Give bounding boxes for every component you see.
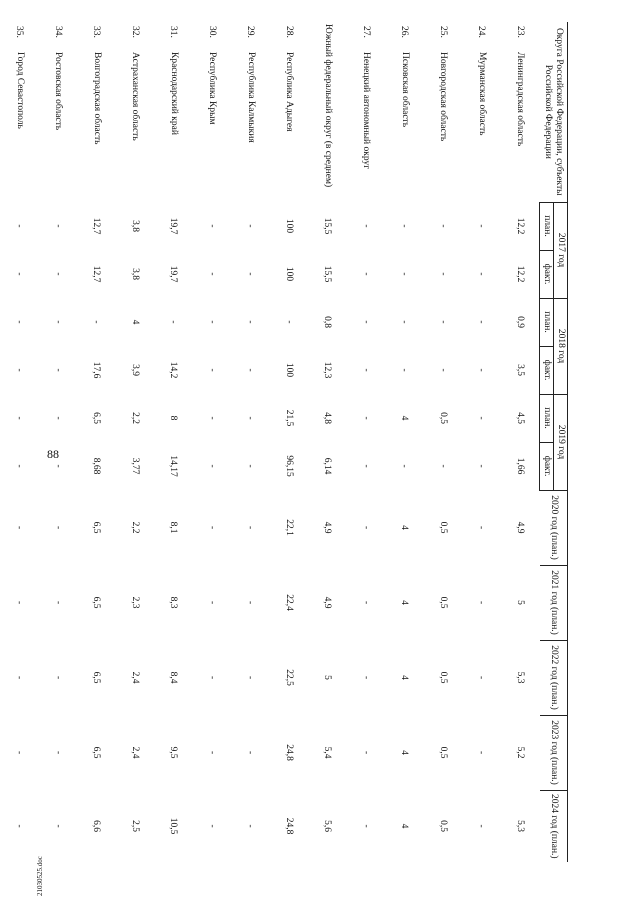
value-cell: 0,9 — [514, 316, 525, 328]
value-cell: 5,4 — [322, 746, 333, 759]
value-cell: - — [360, 750, 371, 755]
year-header-2017: 2017 год — [554, 202, 568, 298]
plan-header-2020: 2020 год (план.) — [540, 490, 568, 565]
plan-header-2024: 2024 год (план.) — [540, 790, 568, 862]
row-number: 25. — [437, 26, 448, 38]
table-row — [424, 22, 463, 862]
value-cell: - — [399, 272, 410, 276]
value-cell: - — [437, 320, 448, 324]
value-cell: 22,1 — [283, 519, 294, 536]
value-cell: - — [14, 600, 25, 605]
table-body — [0, 22, 540, 862]
subheader-2017-plan: план. — [540, 202, 554, 250]
table-row — [231, 22, 270, 862]
value-cell: 4 — [399, 675, 410, 680]
value-cell: - — [91, 320, 102, 324]
value-cell: 15,5 — [322, 265, 333, 283]
value-cell: 8,68 — [91, 457, 102, 475]
value-cell: - — [245, 272, 256, 276]
value-cell: - — [476, 525, 487, 530]
value-cell: 5,6 — [322, 820, 333, 832]
value-cell: 2,4 — [129, 746, 140, 759]
region-name: Ненецкий автономный округ — [361, 52, 372, 170]
value-cell: 0,8 — [322, 316, 333, 328]
value-cell: - — [52, 525, 63, 530]
file-name: 21030525.doc — [36, 856, 44, 896]
value-cell: - — [476, 272, 487, 276]
value-cell: - — [52, 368, 63, 372]
value-cell: 4 — [399, 823, 410, 829]
value-cell: 10,5 — [168, 817, 179, 835]
value-cell: 14,17 — [168, 455, 179, 477]
value-cell: 1,66 — [514, 457, 525, 475]
region-name: Ленинградская область — [515, 52, 526, 147]
value-cell: 24,8 — [283, 817, 294, 835]
value-cell: 100 — [283, 266, 294, 282]
value-cell: - — [14, 464, 25, 468]
region-name: Новгородская область — [438, 52, 449, 142]
value-cell: - — [52, 824, 63, 828]
value-cell: - — [206, 675, 217, 680]
value-cell: - — [399, 464, 410, 468]
value-cell: - — [206, 272, 217, 276]
table-row — [116, 22, 155, 862]
value-cell: 5 — [322, 675, 333, 680]
value-cell: 3,8 — [129, 268, 140, 280]
value-cell: 0,5 — [437, 746, 448, 759]
value-cell: - — [206, 824, 217, 828]
value-cell: 2,5 — [129, 820, 140, 832]
value-cell: - — [245, 525, 256, 530]
value-cell: - — [437, 368, 448, 372]
value-cell: - — [206, 224, 217, 228]
value-cell: 2,2 — [129, 412, 140, 424]
value-cell: 8,4 — [168, 671, 179, 684]
value-cell: - — [52, 224, 63, 228]
value-cell: - — [399, 224, 410, 228]
value-cell: - — [476, 320, 487, 324]
value-cell: - — [206, 416, 217, 420]
plan-header-2021: 2021 год (план.) — [540, 565, 568, 640]
value-cell: - — [476, 824, 487, 828]
value-cell: 4 — [399, 600, 410, 605]
row-number: 35. — [14, 26, 25, 38]
value-cell: 6,5 — [91, 412, 102, 424]
value-cell: - — [52, 675, 63, 680]
subheader-2019-fact: факт. — [540, 442, 554, 490]
value-cell: - — [52, 600, 63, 605]
row-number: 31. — [168, 26, 179, 38]
value-cell: 8,3 — [168, 596, 179, 609]
region-name: Псковская область — [399, 52, 410, 128]
value-cell: 24,8 — [283, 744, 294, 761]
value-cell: 4 — [129, 319, 140, 325]
value-cell: - — [360, 272, 371, 276]
region-column-header: Округа Российской Федерации, субъекты Российской Федерации — [540, 22, 568, 202]
page-number: 88 — [47, 447, 59, 461]
table-row — [77, 22, 116, 862]
value-cell: - — [14, 824, 25, 828]
value-cell: 21,5 — [283, 409, 294, 427]
value-cell: - — [476, 600, 487, 605]
row-number: 33. — [91, 26, 102, 38]
table-row — [501, 22, 540, 862]
row-number: 34. — [52, 26, 63, 38]
value-cell: - — [206, 464, 217, 468]
table-row — [154, 22, 193, 862]
value-cell: - — [245, 750, 256, 755]
file-footer — [36, 848, 46, 898]
value-cell: 6,5 — [91, 521, 102, 534]
value-cell: - — [437, 272, 448, 276]
value-cell: 6,6 — [91, 820, 102, 832]
region-name: Республика Крым — [207, 52, 218, 125]
value-cell: - — [245, 320, 256, 324]
value-cell: - — [437, 464, 448, 468]
value-cell: - — [52, 320, 63, 324]
value-cell: 0,5 — [437, 412, 448, 424]
value-cell: 0,5 — [437, 820, 448, 832]
row-number: 28. — [283, 26, 294, 38]
value-cell: - — [245, 416, 256, 420]
value-cell: 6,5 — [91, 671, 102, 684]
subheader-2019-plan: план. — [540, 394, 554, 442]
value-cell: 22,5 — [283, 669, 294, 686]
value-cell: 12,3 — [322, 361, 333, 379]
value-cell: - — [360, 224, 371, 228]
row-number: 27. — [360, 26, 371, 38]
value-cell: 9,5 — [168, 746, 179, 759]
value-cell: - — [245, 824, 256, 828]
value-cell: - — [360, 368, 371, 372]
value-cell: 8 — [168, 415, 179, 421]
row-number: 32. — [129, 26, 140, 38]
table-row — [39, 22, 78, 862]
value-cell: - — [360, 320, 371, 324]
table-row — [308, 22, 347, 862]
plan-header-2022: 2022 год (план.) — [540, 640, 568, 715]
value-cell: - — [245, 464, 256, 468]
value-cell: - — [206, 600, 217, 605]
value-cell: - — [206, 750, 217, 755]
value-cell: - — [399, 320, 410, 324]
value-cell: 6,5 — [91, 596, 102, 609]
value-cell: 4,8 — [322, 412, 333, 424]
value-cell: 4 — [399, 525, 410, 530]
value-cell: - — [476, 464, 487, 468]
region-name: Краснодарский край — [168, 52, 179, 135]
value-cell: - — [245, 675, 256, 680]
value-cell: 3,5 — [514, 364, 525, 376]
value-cell: 4,5 — [514, 412, 525, 424]
value-cell: - — [14, 320, 25, 324]
value-cell: - — [14, 368, 25, 372]
value-cell: 4 — [399, 750, 410, 755]
row-number: 30. — [206, 26, 217, 38]
row-number: 24. — [476, 26, 487, 38]
table-row — [270, 22, 309, 862]
subheader-2018-plan: план. — [540, 298, 554, 346]
value-cell: - — [245, 224, 256, 228]
value-cell: - — [360, 824, 371, 828]
value-cell: - — [14, 272, 25, 276]
value-cell: 12,2 — [514, 265, 525, 283]
value-cell: 17,6 — [91, 361, 102, 379]
table-header — [540, 22, 568, 862]
row-number: 29. — [245, 26, 256, 38]
value-cell: 6,5 — [91, 746, 102, 759]
data-table — [0, 22, 568, 862]
subheader-2017-fact: факт. — [540, 250, 554, 298]
value-cell: 4 — [399, 415, 410, 421]
table-row — [385, 22, 424, 862]
value-cell: - — [360, 416, 371, 420]
value-cell: 0,5 — [437, 596, 448, 609]
value-cell: 3,77 — [129, 457, 140, 475]
plan-header-2023: 2023 год (план.) — [540, 715, 568, 790]
value-cell: 100 — [283, 218, 294, 234]
value-cell: - — [14, 675, 25, 680]
value-cell: - — [476, 750, 487, 755]
federal-district-name: Южный федеральный округ (в среднем) — [322, 24, 333, 188]
value-cell: 22,4 — [283, 594, 294, 611]
value-cell: - — [360, 525, 371, 530]
region-name: Астраханская область — [130, 52, 141, 141]
value-cell: - — [360, 675, 371, 680]
value-cell: 6,14 — [322, 457, 333, 475]
value-cell: 5,3 — [515, 671, 526, 684]
value-cell: - — [206, 320, 217, 324]
table-row — [193, 22, 232, 862]
value-cell: - — [206, 525, 217, 530]
subheader-2018-fact: факт. — [540, 346, 554, 394]
value-cell: 2,4 — [129, 671, 140, 684]
value-cell: - — [437, 224, 448, 228]
region-name: Республика Калмыкия — [245, 52, 256, 143]
value-cell: - — [399, 368, 410, 372]
region-name: Город Севастополь — [14, 52, 25, 129]
value-cell: - — [245, 600, 256, 605]
rotated-table-container — [14, 22, 568, 862]
value-cell: - — [14, 525, 25, 530]
value-cell: 5,2 — [515, 746, 526, 759]
table-row — [0, 22, 39, 862]
value-cell: 2,3 — [129, 596, 140, 609]
value-cell: 0,5 — [437, 671, 448, 684]
row-number: 23. — [515, 26, 526, 38]
value-cell: - — [476, 416, 487, 420]
table-row — [462, 22, 501, 862]
year-header-2018: 2018 год — [554, 298, 568, 394]
value-cell: 12,2 — [514, 217, 525, 235]
value-cell: - — [283, 320, 294, 324]
value-cell: 3,8 — [129, 220, 140, 232]
value-cell: - — [14, 416, 25, 420]
value-cell: 4,9 — [322, 596, 333, 609]
value-cell: 0,5 — [437, 521, 448, 534]
value-cell: - — [52, 416, 63, 420]
value-cell: 5 — [515, 600, 526, 605]
value-cell: 8,1 — [168, 521, 179, 534]
value-cell: 4,9 — [515, 521, 526, 534]
value-cell: 100 — [283, 362, 294, 378]
value-cell: 19,7 — [168, 217, 179, 235]
value-cell: 96,15 — [283, 455, 294, 477]
value-cell: 14,2 — [168, 361, 179, 379]
value-cell: - — [14, 750, 25, 755]
value-cell: - — [206, 368, 217, 372]
value-cell: 4,9 — [322, 521, 333, 534]
region-name: Республика Адыгея — [284, 52, 295, 132]
value-cell: - — [14, 224, 25, 228]
row-number: 26. — [399, 26, 410, 38]
year-header-2019: 2019 год — [554, 394, 568, 490]
value-cell: 12,7 — [91, 265, 102, 283]
value-cell: - — [476, 224, 487, 228]
value-cell: - — [476, 675, 487, 680]
value-cell: - — [360, 600, 371, 605]
value-cell: - — [168, 320, 179, 324]
region-name: Ростовская область — [53, 52, 64, 131]
value-cell: - — [245, 368, 256, 372]
value-cell: - — [476, 368, 487, 372]
value-cell: 19,7 — [168, 265, 179, 283]
value-cell: 3,9 — [129, 364, 140, 376]
value-cell: 12,7 — [91, 217, 102, 235]
value-cell: - — [360, 464, 371, 468]
table-row — [347, 22, 386, 862]
value-cell: - — [52, 464, 63, 468]
region-name: Волгоградская область — [91, 52, 102, 145]
value-cell: - — [52, 750, 63, 755]
value-cell: 2,2 — [129, 521, 140, 534]
value-cell: 5,3 — [515, 820, 526, 832]
value-cell: 15,5 — [322, 217, 333, 235]
region-name: Мурманская область — [476, 52, 487, 136]
value-cell: - — [52, 272, 63, 276]
